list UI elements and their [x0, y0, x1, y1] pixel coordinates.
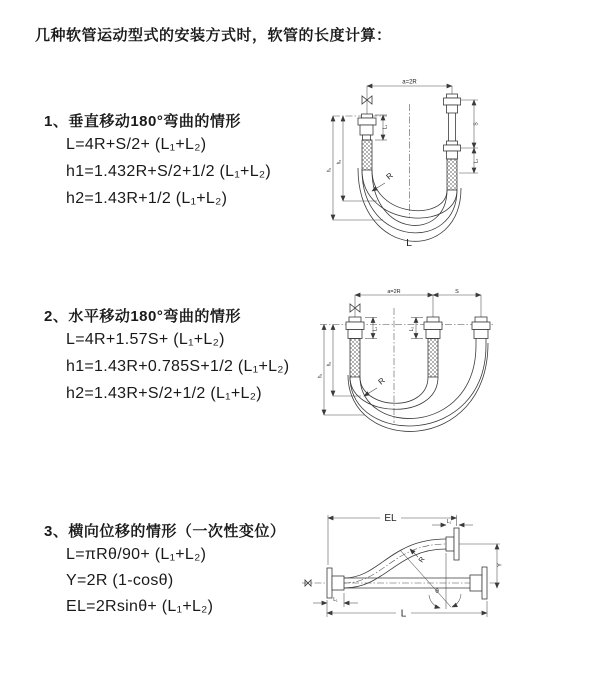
theta-arc [452, 594, 461, 607]
dimension-label-el: EL [384, 513, 397, 524]
flange-hub [447, 105, 458, 113]
section-3-heading: 3、横向位移的情形（一次性变位） [44, 523, 286, 540]
flange [358, 118, 376, 125]
radius-label-r: R [417, 555, 427, 565]
dimension-label-s: S [473, 122, 480, 126]
dimension-label-s: S [455, 289, 459, 295]
section-2-formula-h2: h2=1.43R+S/2+1/2 (L₁+L₂) [66, 385, 262, 402]
angle-label-theta: θ [435, 588, 439, 595]
dimension-label-l1-top: L₁ [446, 519, 452, 525]
section-2-heading: 2、水平移动180°弯曲的情形 [44, 308, 241, 325]
section-3-formula-Y: Y=2R (1-cosθ) [66, 572, 174, 589]
diagram-horizontal-movement-180-bend [315, 288, 500, 453]
dimension-label-l1: L₁ [372, 326, 379, 332]
dimension-label-l2: L₂ [473, 158, 480, 164]
braided-hose-section [350, 339, 360, 378]
theta-arc [429, 595, 440, 608]
flange [444, 145, 461, 151]
length-label-l: L [406, 237, 412, 249]
dimension-label-a: a=2R [402, 79, 417, 86]
dimension-label-l: L [400, 608, 407, 620]
dimension-label-h2: h₂ [336, 159, 343, 165]
flange-displaced [446, 528, 459, 560]
section-3-formula-L: L=πRθ/90+ (L₁+L₂) [66, 546, 207, 563]
hose-wall [344, 539, 446, 578]
flange-neck [363, 135, 371, 140]
anchor-icon [308, 580, 311, 586]
valve-icon [355, 304, 360, 312]
section-3-formula-EL: EL=2Rsinθ+ (L₁+L₂) [66, 598, 214, 615]
dimension-label-l1-bottom: L₁ [333, 597, 338, 603]
radius-line [400, 550, 451, 607]
flange [362, 114, 373, 118]
flange-right-moved [472, 317, 490, 345]
section-1-formula-L: L=4R+S/2+ (L₁+L₂) [66, 136, 207, 153]
flange [447, 141, 458, 145]
flange [444, 98, 461, 105]
flange-right-original [470, 567, 487, 599]
hose-arc [350, 345, 486, 426]
dimension-label-l2: L₂ [409, 326, 415, 332]
valve-icon [367, 96, 372, 104]
hose-wall [344, 549, 446, 588]
diagram-lateral-displacement [300, 503, 510, 633]
valve-icon [350, 304, 355, 312]
section-2-formula-L: L=4R+1.57S+ (L₁+L₂) [66, 331, 225, 348]
valve-icon [362, 96, 367, 104]
page-title: 几种软管运动型式的安装方式时，软管的长度计算： [35, 27, 392, 44]
section-1-heading: 1、垂直移动180°弯曲的情形 [44, 113, 241, 130]
section-2-formula-h1: h1=1.43R+0.785S+1/2 (L₁+L₂) [66, 358, 290, 375]
braided-hose-section [362, 140, 372, 170]
dimension-label-h1: h₁ [317, 373, 324, 379]
dimension-label-h2: h₂ [326, 361, 333, 367]
dimension-label-l1: L₁ [382, 124, 389, 130]
flange-left [327, 568, 344, 598]
braided-hose-section [428, 339, 438, 378]
braided-hose-section [447, 159, 457, 190]
flange-hub [447, 151, 458, 159]
flange-middle [424, 317, 442, 377]
flange-hub [360, 125, 373, 135]
dimension-label-y: Y [497, 562, 504, 568]
flange-left [346, 317, 364, 377]
section-1-formula-h1: h1=1.432R+S/2+1/2 (L₁+L₂) [66, 163, 272, 180]
dimension-label-a: a=2R [387, 289, 401, 295]
diagram-vertical-movement-180-bend [325, 78, 490, 253]
radius-label-r: R [376, 375, 387, 387]
radius-label-r: R [384, 170, 395, 182]
flange [447, 94, 458, 98]
hose-centerline [344, 544, 446, 583]
dimension-label-h1: h₁ [326, 167, 333, 173]
section-1-formula-h2: h2=1.43R+1/2 (L₁+L₂) [66, 190, 228, 207]
